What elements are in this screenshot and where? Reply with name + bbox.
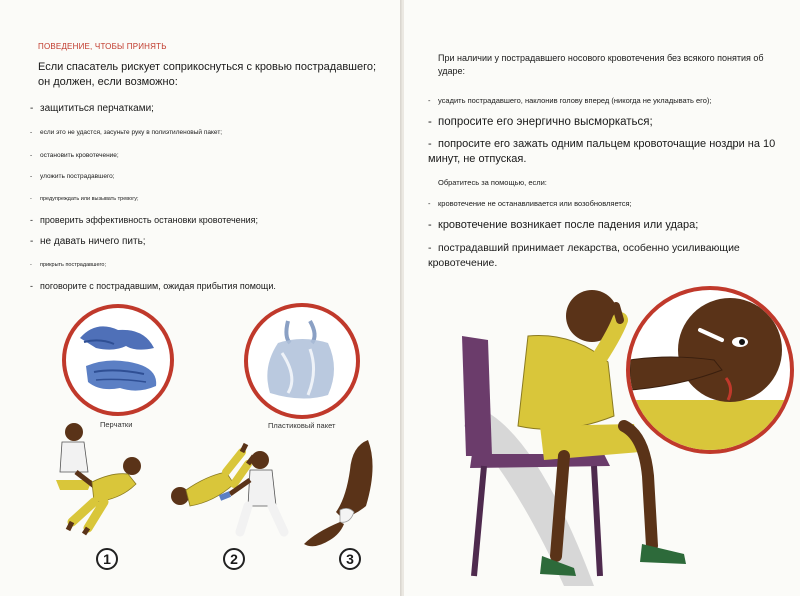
step-3-illustration: [296, 436, 396, 556]
list-item: - прикрыть пострадавшего;: [30, 262, 106, 268]
step-1-illustration: [32, 410, 162, 540]
list-item: - поговорите с пострадавшим, ожидая прибытия помощи.: [30, 281, 276, 291]
gloves-caption: Перчатки: [100, 420, 133, 429]
nose-pinch-closeup: [626, 286, 794, 454]
help-title: Обратитесь за помощью, если:: [438, 178, 547, 187]
list-item: - остановить кровотечение;: [30, 152, 119, 159]
gloves-illustration: [62, 304, 174, 416]
list-item: - проверить эффективность остановки кровотечения;: [30, 215, 259, 225]
nosebleed-intro: При наличии у пострадавшего носового кровотечения без всякого понятия об ударе:: [438, 53, 764, 76]
list-item: - усадить пострадавшего, наклонив голову вперед (никогда не укладывать его);: [428, 96, 712, 105]
step-2-illustration: [160, 440, 300, 550]
list-item: - кровотечение возникает после падения или удара;: [428, 219, 699, 231]
list-item: - попросите его зажать одним пальцем кровоточащие ноздри на 10 минут, не отпуская.: [428, 138, 776, 165]
list-item: - кровотечение не останавливается или возобновляется;: [428, 199, 632, 208]
list-item: - пострадавший принимает лекарства, особенно усиливающие кровотечение.: [428, 242, 740, 269]
intro-text: Если спасатель рискует соприкоснуться с кровью пострадавшего; он должен, если возможно:: [38, 61, 377, 88]
list-item: - не давать ничего пить;: [30, 236, 146, 247]
right-page: [404, 0, 800, 596]
list-item: - предупреждать или вызывать тревогу;: [30, 196, 139, 202]
step-number-3: 3: [339, 548, 361, 570]
plastic-bag-caption: Пластиковый пакет: [268, 421, 336, 430]
step-number-1: 1: [96, 548, 118, 570]
plastic-bag-illustration: [244, 303, 360, 419]
list-item: - уложить пострадавшего;: [30, 173, 115, 180]
section-heading: ПОВЕДЕНИЕ, ЧТОБЫ ПРИНЯТЬ: [38, 42, 167, 51]
step-number-2: 2: [223, 548, 245, 570]
list-item: - защититься перчатками;: [30, 103, 154, 114]
list-item: - попросите его энергично высморкаться;: [428, 116, 653, 128]
list-item: - если это не удастся, засуньте руку в полиэтиленовый пакет;: [30, 129, 223, 136]
